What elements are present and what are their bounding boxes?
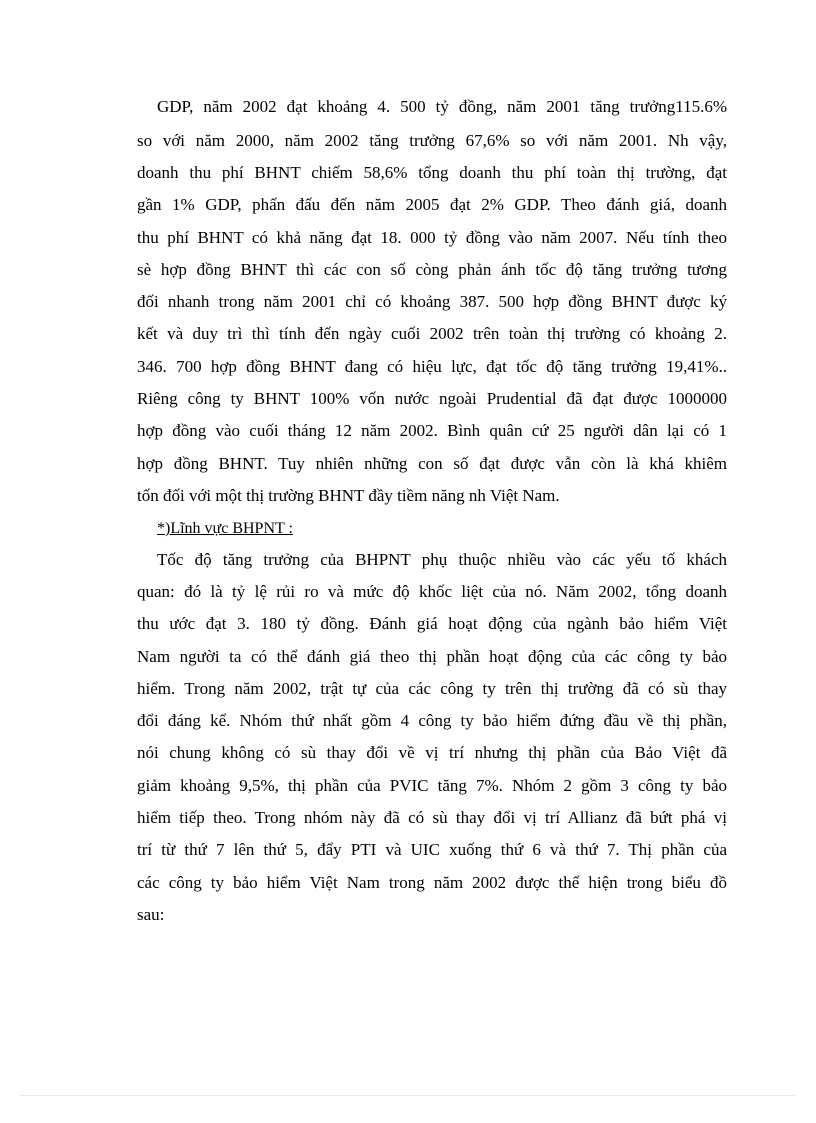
text-line: đối nhanh trong năm 2001 chỉ có khoảng 387. 500 hợp đồng BHNT được ký <box>137 292 727 311</box>
text-line: hợp đồng vào cuối tháng 12 năm 2002. Bình quân cứ 25 người dân lại có 1 <box>137 421 727 440</box>
text-line: đổi đáng kể. Nhóm thứ nhất gồm 4 công ty bảo hiểm đứng đầu về thị phần, <box>137 711 727 730</box>
section-heading: *)Lĩnh vực BHPNT : <box>157 520 293 537</box>
text-line: kết và duy trì thì tính đến ngày cuối 2002 trên toàn thị trường có khoảng 2. <box>137 324 727 343</box>
text-line: GDP, năm 2002 đạt khoảng 4. 500 tỷ đồng, năm 2001 tăng trưởng115.6% <box>157 97 727 116</box>
text-line: tốn đối với một thị trường BHNT đầy tiềm năng nh Việt Nam. <box>137 486 560 505</box>
text-line: 346. 700 hợp đồng BHNT đang có hiệu lực, đạt tốc độ tăng trưởng 19,41%.. <box>137 357 727 376</box>
text-line: Nam người ta có thể đánh giá theo thị phần hoạt động của các công ty bảo <box>137 647 727 666</box>
text-line: thu ước đạt 3. 180 tỷ đồng. Đánh giá hoạt động của ngành bảo hiểm Việt <box>137 614 727 633</box>
text-line: giảm khoảng 9,5%, thị phần của PVIC tăng 7%. Nhóm 2 gồm 3 công ty bảo <box>137 776 727 795</box>
text-line: hiểm tiếp theo. Trong nhóm này đã có sù thay đổi vị trí Allianz đã bứt phá vị <box>137 808 727 827</box>
text-line: gần 1% GDP, phấn đấu đến năm 2005 đạt 2% GDP. Theo đánh giá, doanh <box>137 195 727 214</box>
text-line: Tốc độ tăng trưởng của BHPNT phụ thuộc nhiều vào các yếu tố khách <box>157 550 727 569</box>
text-line: thu phí BHNT có khả năng đạt 18. 000 tỷ đồng vào năm 2007. Nếu tính theo <box>137 228 727 247</box>
text-line: hiểm. Trong năm 2002, trật tự của các công ty trên thị trường đã có sù thay <box>137 679 727 698</box>
footer-divider <box>20 1095 796 1096</box>
text-line: so với năm 2000, năm 2002 tăng trưởng 67,6% so với năm 2001. Nh vậy, <box>137 131 727 150</box>
text-line: sau: <box>137 905 165 924</box>
text-line: sè hợp đồng BHNT thì các con số còng phản ánh tốc độ tăng trưởng tương <box>137 260 727 279</box>
text-line: các công ty bảo hiểm Việt Nam trong năm 2002 được thể hiện trong biểu đồ <box>137 873 727 892</box>
text-line: hợp đồng BHNT. Tuy nhiên những con số đạt được vẫn còn là khá khiêm <box>137 454 727 473</box>
text-line: quan: đó là tỷ lệ rủi ro và mức độ khốc liệt của nó. Năm 2002, tổng doanh <box>137 582 727 601</box>
text-line: Riêng công ty BHNT 100% vốn nước ngoài Prudential đã đạt được 1000000 <box>137 389 727 408</box>
text-line: trí từ thứ 7 lên thứ 5, đẩy PTI và UIC xuống thứ 6 và thứ 7. Thị phần của <box>137 840 727 859</box>
text-line: nói chung không có sù thay đổi về vị trí nhưng thị phần của Bảo Việt đã <box>137 743 727 762</box>
text-line: doanh thu phí BHNT chiếm 58,6% tổng doanh thu phí toàn thị trường, đạt <box>137 163 727 182</box>
